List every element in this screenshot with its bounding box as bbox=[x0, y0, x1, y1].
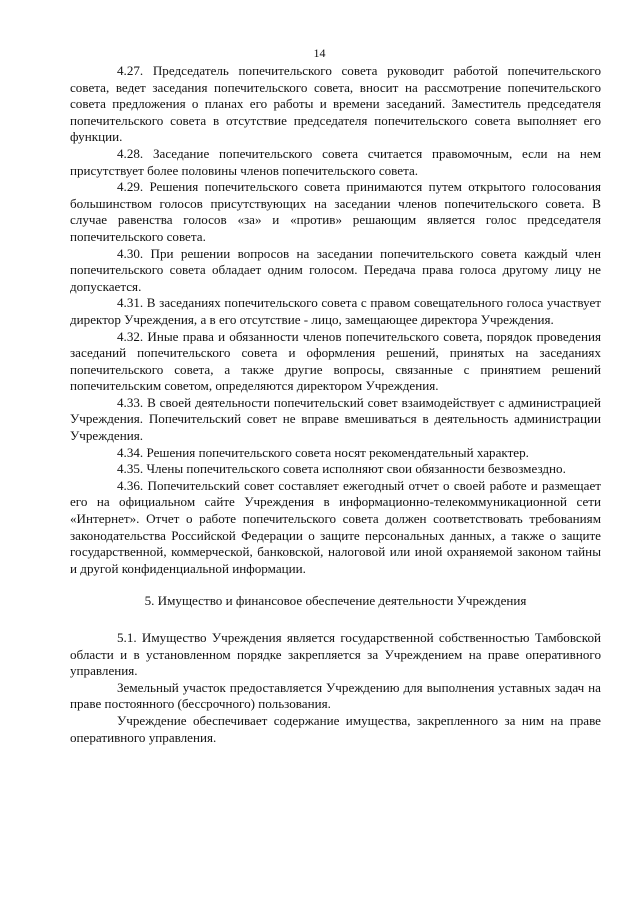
paragraph-5-1: 5.1. Имущество Учреждения является государственной собственностью Тамбовской области и в установленном порядке закрепляется за Учреждением на праве оперативного управления. bbox=[70, 630, 601, 679]
paragraph-4-28: 4.28. Заседание попечительского совета считается правомочным, если на нем присутствует более половины членов попечительского совета. bbox=[70, 145, 601, 178]
paragraph-4-30: 4.30. При решении вопросов на заседании попечительского совета каждый член попечительского совета обладает одним голосом. Передача права голоса другому лицу не допускается. bbox=[70, 245, 601, 294]
paragraph-4-32: 4.32. Иные права и обязанности членов попечительского совета, порядок проведения заседаний попечительского совета и оформления решений, принятых на заседаниях попечительского совета, а также другие вопросы, связанные с принятием решений попечительским советом, определяются директором Учреждения. bbox=[70, 328, 601, 394]
paragraph-property-maintenance: Учреждение обеспечивает содержание имущества, закрепленного за ним на праве оперативного управления. bbox=[70, 712, 601, 745]
paragraph-4-33: 4.33. В своей деятельности попечительский совет взаимодействует с администрацией Учреждения. Попечительский совет не вправе вмешиваться в деятельность администрации Учреждения. bbox=[70, 394, 601, 444]
document-body bbox=[70, 63, 601, 746]
paragraph-4-34: 4.34. Решения попечительского совета носят рекомендательный характер. bbox=[117, 444, 529, 460]
section-heading: 5. Имущество и финансовое обеспечение деятельности Учреждения bbox=[144, 593, 527, 609]
paragraph-4-35: 4.35. Члены попечительского совета исполняют свои обязанности безвозмездно. bbox=[117, 461, 566, 477]
paragraph-4-27: 4.27. Председатель попечительского совета руководит работой попечительского совета, ведет заседания попечительского совета, вносит на рассмотрение попечительского совета предложения о планах его работы и времени заседаний. Заместитель председателя попечительского совета в отсутствие председателя попечительского совета выполняет его функции. bbox=[70, 63, 601, 145]
paragraph-4-31: 4.31. В заседаниях попечительского совета с правом совещательного голоса участвует директор Учреждения, а в его отсутствие - лицо, замещающее директора Учреждения. bbox=[70, 295, 601, 327]
page-number: 14 bbox=[313, 46, 326, 60]
paragraph-4-29: 4.29. Решения попечительского совета принимаются путем открытого голосования большинством голосов присутствующих на заседании членов попечительского совета. В случае равенства голосов «за» и «против» решающим является голос председателя попечительского совета. bbox=[70, 179, 601, 244]
paragraph-4-36: 4.36. Попечительский совет составляет ежегодный отчет о своей работе и размещает его на официальном сайте Учреждения в информационно-телекоммуникационной сети «Интернет». Отчет о работе попечительского совета должен соответствовать требованиям законодательства Российской Федерации о защите персональных данных, а также о защите государственной, коммерческой, банковской, налоговой или иной охраняемой законом тайны и другой конфиденциальной информации. bbox=[70, 477, 601, 576]
paragraph-land-plot: Земельный участок предоставляется Учреждению для выполнения уставных задач на праве постоянного (бессрочного) пользования. bbox=[70, 679, 601, 712]
